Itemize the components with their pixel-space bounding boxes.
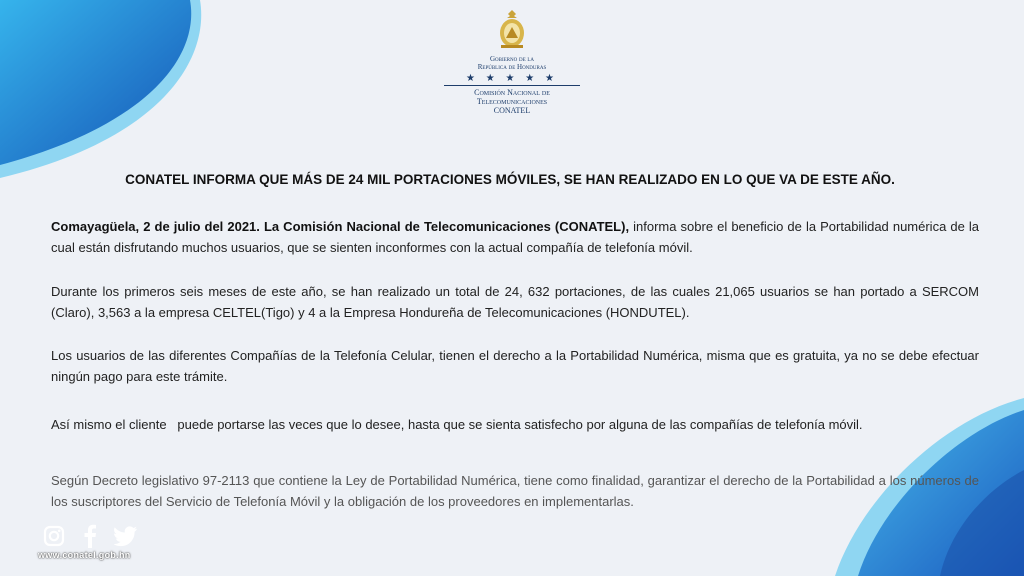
website-link[interactable]: www.conatel.gob.hn — [38, 550, 131, 560]
dateline: Comayagüela, 2 de julio del 2021. La Comisión Nacional de Telecomunicaciones (CONATEL), — [51, 219, 630, 234]
facebook-icon[interactable] — [78, 524, 102, 548]
paragraph-rights: Los usuarios de las diferentes Compañías de la Telefonía Celular, tienen el derecho a la Portabilidad Numérica, misma que es gratuita, ya no se debe efectuar ningún pago para este trámite. — [51, 348, 979, 384]
coat-of-arms-icon — [495, 8, 529, 50]
conatel-logo — [430, 8, 594, 115]
headline: CONATEL INFORMA QUE MÁS DE 24 MIL PORTACIONES MÓVILES, SE HAN REALIZADO EN LO QUE VA DE ESTE AÑO. — [125, 172, 895, 187]
divider — [444, 85, 580, 86]
instagram-icon[interactable] — [42, 524, 66, 548]
paragraph-intro — [51, 216, 979, 258]
paragraph-statistics: Durante los primeros seis meses de este año, se han realizado un total de 24, 632 portaciones, de las cuales 21,065 usuarios se han portado a SERCOM (Claro), 3,563 a la empresa CELTEL(Tigo) y 4 a la Empresa Hondureña de Telecomunicaciones (HONDUTEL). — [51, 284, 979, 320]
organization-name: Comisión Nacional de Telecomunicaciones CONATEL — [474, 88, 550, 115]
paragraph-decree: Según Decreto legislativo 97-2113 que contiene la Ley de Portabilidad Numérica, tiene como finalidad, garantizar el derecho de la Portabilidad a los números de los suscriptores del Servicio de Telefonía Móvil y la obligación de los proveedores en implementarlas. — [51, 473, 979, 509]
paragraph-client: Así mismo el cliente puede portarse las veces que lo desee, hasta que se sienta satisfecho por alguna de las compañías de telefonía móvil. — [51, 417, 863, 432]
twitter-icon[interactable] — [114, 524, 138, 548]
social-links — [42, 524, 138, 548]
stars-row: ★ ★ ★ ★ ★ — [466, 73, 558, 84]
intro-text: informa sobre el beneficio de la Portabilidad numérica de la cual están disfrutando muchos usuarios, que se sienten inconformes con la actual compañía de telefonía móvil. — [51, 219, 980, 255]
government-label: Gobierno de la República de Honduras — [477, 55, 547, 71]
